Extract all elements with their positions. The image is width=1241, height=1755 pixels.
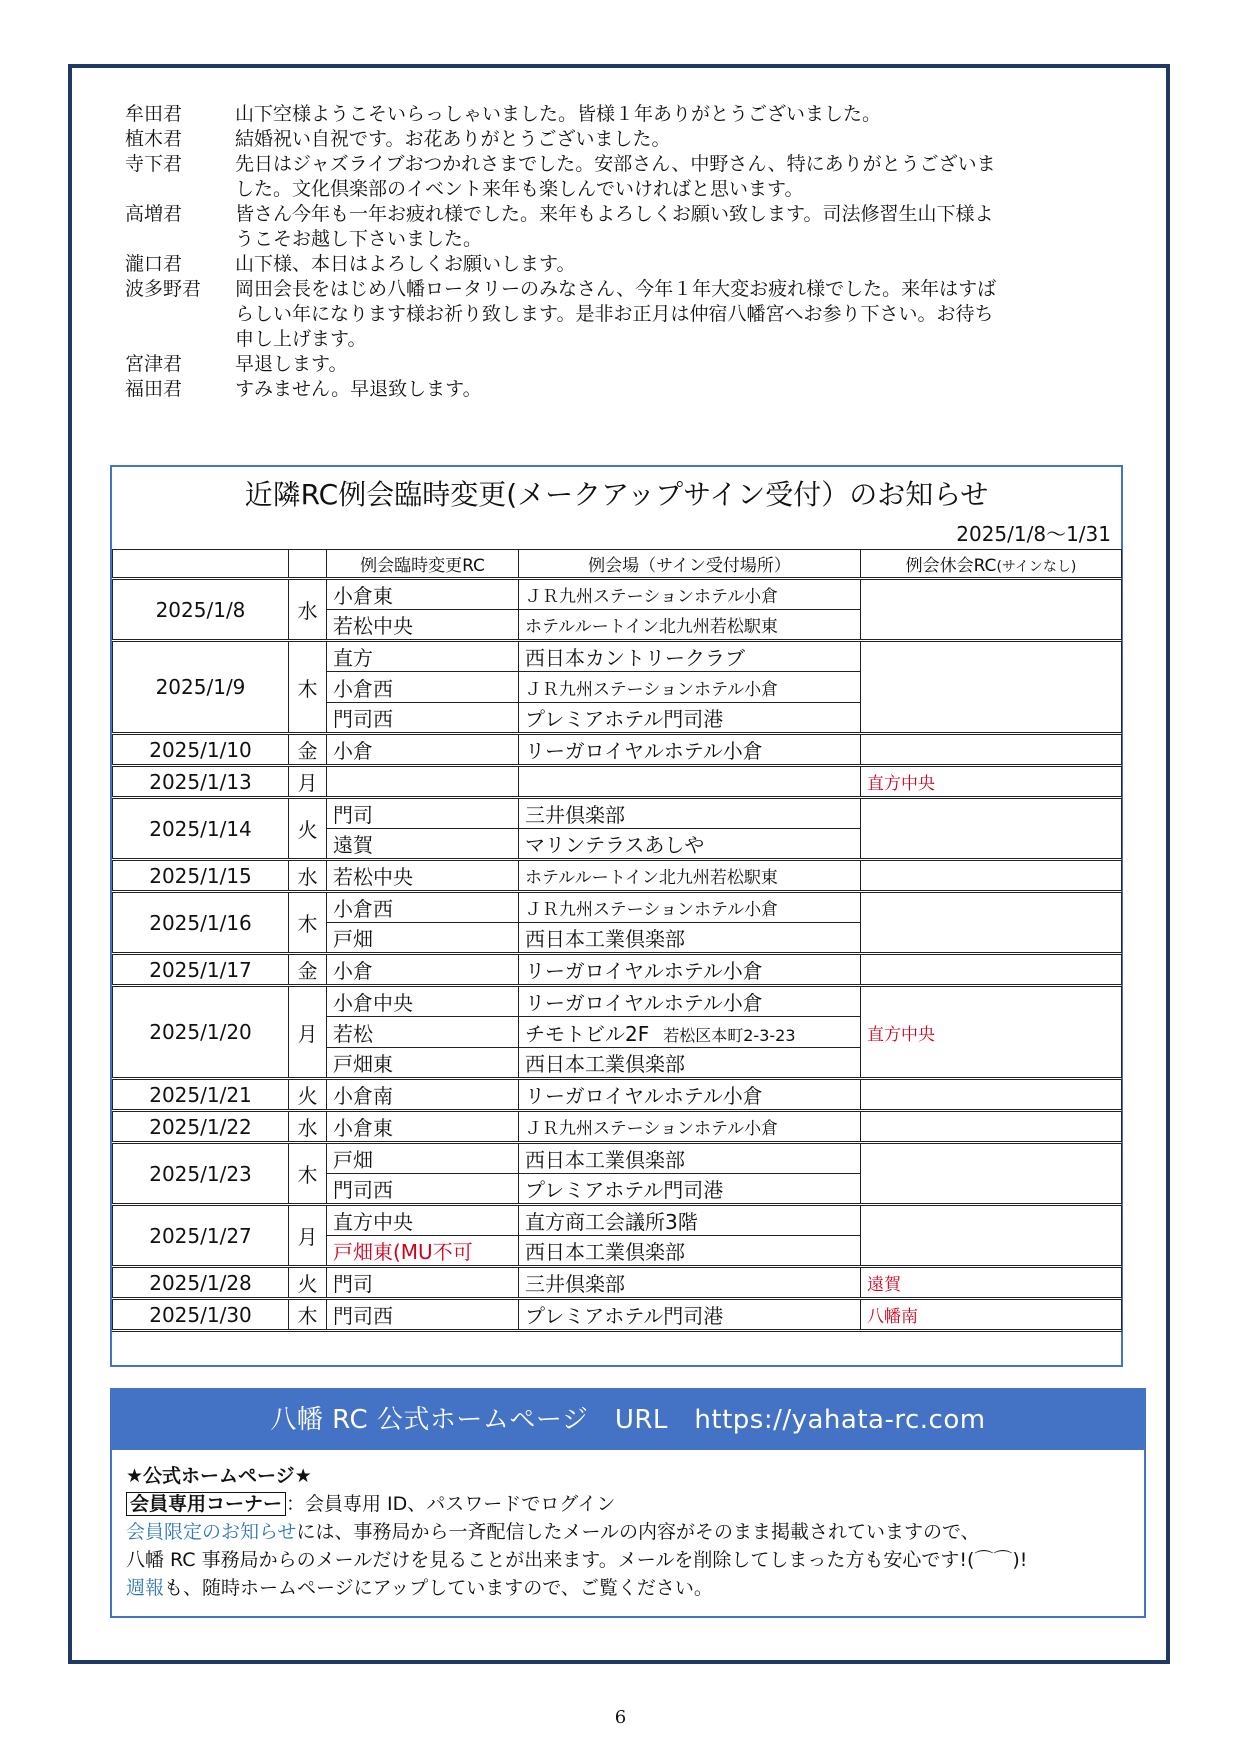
page-number: 6 [614, 1707, 627, 1728]
schedule-venue-name: ＪＲ九州ステーションホテル小倉 [525, 1119, 779, 1139]
weekly-line [126, 1574, 1130, 1602]
schedule-club: 戸畑東(MU不可 [327, 1236, 519, 1267]
notice-title: 近隣RC例会臨時変更(メークアップサイン受付）のお知らせ [244, 478, 989, 511]
schedule-venue-name: リーガロイヤルホテル小倉 [525, 959, 763, 983]
homepage-star-title: ★公式ホームページ★ [126, 1465, 312, 1487]
schedule-venue [519, 1174, 861, 1205]
schedule-club: 若松中央 [327, 860, 519, 892]
schedule-venue-name: プレミアホテル門司港 [525, 1304, 724, 1328]
schedule-venue-name: 三井倶楽部 [525, 803, 625, 827]
member-notice-desc-1: には、事務局から一斉配信したメールの内容がそのまま掲載されていますので、 [296, 1521, 980, 1543]
schedule-date: 2025/1/28 [113, 1267, 289, 1299]
notice-period: 2025/1/8～1/31 [956, 522, 1111, 546]
schedule-venue [519, 1236, 861, 1267]
schedule-venue [519, 579, 861, 610]
schedule-club: 門司 [327, 1267, 519, 1299]
schedule-date: 2025/1/23 [113, 1143, 289, 1205]
schedule-table [112, 549, 1122, 1332]
schedule-rest-club: 八幡南 [861, 1299, 1122, 1331]
comment-text: 山下様、本日はよろしくお願いします。 [235, 253, 576, 275]
comment-row [125, 152, 1125, 202]
schedule-venue-name: ホテルルートイン北九州若松駅東 [525, 868, 778, 888]
schedule-weekday: 火 [289, 798, 327, 860]
schedule-weekday: 月 [289, 1205, 327, 1267]
schedule-weekday: 火 [289, 1267, 327, 1299]
schedule-row [113, 1143, 1122, 1174]
schedule-venue-name: 三井倶楽部 [525, 1272, 625, 1296]
schedule-date: 2025/1/27 [113, 1205, 289, 1267]
schedule-venue [519, 1079, 861, 1111]
schedule-venue [519, 703, 861, 734]
schedule-weekday: 木 [289, 641, 327, 734]
schedule-venue-name: チモトビル2F [525, 1021, 650, 1046]
schedule-venue-name: ＪＲ九州ステーションホテル小倉 [525, 900, 779, 920]
schedule-club: 小倉南 [327, 1079, 519, 1111]
schedule-weekday: 火 [289, 1079, 327, 1111]
schedule-rest-club [861, 1111, 1122, 1143]
comment-member-name: 福田君 [125, 378, 183, 400]
schedule-club: 小倉西 [327, 672, 519, 703]
member-notice-link[interactable]: 会員限定のお知らせ [126, 1521, 297, 1543]
schedule-venue [519, 892, 861, 923]
schedule-club: 門司西 [327, 703, 519, 734]
comment-text: 先日はジャズライブおつかれさまでした。安部さん、中野さん、特にありがとうございま した。文化倶楽部のイベント来年も楽しんでいければと思います。 [235, 153, 996, 200]
schedule-venue [519, 1143, 861, 1174]
schedule-row [113, 1079, 1122, 1111]
schedule-weekday: 金 [289, 954, 327, 986]
schedule-rest-club [861, 579, 1122, 641]
schedule-club: 直方 [327, 641, 519, 672]
homepage-box [110, 1388, 1146, 1618]
notice-line [126, 1518, 1130, 1546]
schedule-date: 2025/1/16 [113, 892, 289, 954]
schedule-row [113, 579, 1122, 610]
schedule-rest-club [861, 1079, 1122, 1111]
schedule-date: 2025/1/17 [113, 954, 289, 986]
schedule-venue-name: プレミアホテル門司港 [525, 707, 724, 731]
header-day [289, 550, 327, 579]
schedule-venue [519, 1111, 861, 1143]
comment-text: 皆さん今年も一年お疲れ様でした。来年もよろしくお願い致します。司法修習生山下様よ うこそお越し下さいました。 [235, 203, 994, 250]
schedule-row [113, 1267, 1122, 1299]
schedule-venue [519, 829, 861, 860]
comment-text: すみません。早退致します。 [235, 378, 482, 400]
schedule-venue-name: 西日本工業倶楽部 [525, 1240, 685, 1264]
schedule-date: 2025/1/9 [113, 641, 289, 734]
schedule-header-row [113, 550, 1122, 579]
schedule-date: 2025/1/15 [113, 860, 289, 892]
schedule-row [113, 1111, 1122, 1143]
schedule-row [113, 892, 1122, 923]
schedule-date: 2025/1/13 [113, 766, 289, 798]
member-comments [125, 102, 1125, 402]
schedule-venue-name: マリンテラスあしや [525, 833, 705, 857]
comment-row [125, 377, 1125, 402]
schedule-weekday: 水 [289, 860, 327, 892]
schedule-date: 2025/1/20 [113, 986, 289, 1079]
comment-row [125, 102, 1125, 127]
schedule-date: 2025/1/8 [113, 579, 289, 641]
makeup-notice-box [110, 465, 1123, 1367]
comment-member-name: 宮津君 [125, 353, 183, 375]
schedule-row [113, 641, 1122, 672]
schedule-rest-club [861, 860, 1122, 892]
schedule-venue-address: 若松区本町2-3-23 [663, 1025, 796, 1045]
schedule-weekday: 月 [289, 986, 327, 1079]
schedule-club: 戸畑 [327, 1143, 519, 1174]
header-rest: 例会休会RC(サインなし) [861, 550, 1122, 579]
comment-member-name: 牟田君 [125, 103, 183, 125]
schedule-venue [519, 1267, 861, 1299]
comment-text: 岡田会長をはじめ八幡ロータリーのみなさん、今年１年大変お疲れ様でした。来年はすば らしい年になります様お祈り致します。是非お正月は仲宿八幡宮へお参り下さい。お待ち 申し上げます。 [235, 278, 997, 350]
schedule-date: 2025/1/30 [113, 1299, 289, 1331]
schedule-club: 小倉中央 [327, 986, 519, 1017]
schedule-venue-name: リーガロイヤルホテル小倉 [525, 739, 763, 763]
schedule-club: 若松中央 [327, 610, 519, 641]
comment-member-name: 高増君 [125, 203, 183, 225]
schedule-venue-name: プレミアホテル門司港 [525, 1178, 724, 1202]
schedule-venue [519, 734, 861, 766]
schedule-club: 戸畑 [327, 923, 519, 954]
schedule-venue-name: 直方商工会議所3階 [525, 1210, 698, 1234]
schedule-venue [519, 641, 861, 672]
comment-text: 早退します。 [235, 353, 348, 375]
comment-row [125, 352, 1125, 377]
schedule-weekday: 木 [289, 1299, 327, 1331]
comment-text: 結婚祝い自祝です。お花ありがとうございました。 [235, 128, 671, 150]
header-date [113, 550, 289, 579]
schedule-date: 2025/1/10 [113, 734, 289, 766]
homepage-url-banner[interactable]: 八幡 RC 公式ホームページ URL https://yahata-rc.com [112, 1390, 1144, 1450]
schedule-club: 小倉東 [327, 579, 519, 610]
schedule-venue-name: 西日本工業倶楽部 [525, 1052, 685, 1076]
schedule-club: 小倉西 [327, 892, 519, 923]
schedule-venue-name: 西日本カントリークラブ [525, 646, 745, 670]
schedule-row [113, 1299, 1122, 1331]
weekly-report-link[interactable]: 週報 [126, 1577, 165, 1599]
schedule-row [113, 734, 1122, 766]
schedule-date: 2025/1/21 [113, 1079, 289, 1111]
schedule-weekday: 水 [289, 579, 327, 641]
schedule-venue-name: ＪＲ九州ステーションホテル小倉 [525, 679, 779, 700]
schedule-venue [519, 672, 861, 703]
schedule-club: 遠賀 [327, 829, 519, 860]
schedule-weekday: 金 [289, 734, 327, 766]
schedule-row [113, 1205, 1122, 1236]
schedule-club [327, 766, 519, 798]
schedule-club: 小倉東 [327, 1111, 519, 1143]
comment-text: 山下空様ようこそいらっしゃいました。皆様１年ありがとうございました。 [235, 103, 882, 125]
schedule-rest-club: 遠賀 [861, 1267, 1122, 1299]
comment-row [125, 277, 1125, 352]
schedule-date: 2025/1/14 [113, 798, 289, 860]
homepage-body [112, 1450, 1144, 1602]
member-corner-label: 会員専用コーナー [126, 1492, 286, 1516]
schedule-rest-club [861, 1205, 1122, 1267]
schedule-rest-club [861, 1143, 1122, 1205]
comment-member-name: 瀧口君 [125, 253, 183, 275]
schedule-venue-name: ＪＲ九州ステーションホテル小倉 [525, 587, 779, 607]
schedule-club: 小倉 [327, 954, 519, 986]
comment-member-name: 寺下君 [125, 153, 183, 175]
member-notice-desc-2: 八幡 RC 事務局からのメールだけを見ることが出来ます。メールを削除してしまった方も安心です!(⌒⌒)! [126, 1549, 1028, 1571]
schedule-venue-name: リーガロイヤルホテル小倉 [525, 991, 763, 1015]
schedule-rest-club [861, 734, 1122, 766]
schedule-venue [519, 1048, 861, 1079]
schedule-club: 戸畑東 [327, 1048, 519, 1079]
schedule-club: 小倉 [327, 734, 519, 766]
schedule-rest-club: 直方中央 [861, 986, 1122, 1079]
member-corner-desc: ：会員専用 ID、パスワードでログイン [286, 1493, 616, 1515]
schedule-weekday: 木 [289, 1143, 327, 1205]
schedule-venue [519, 1205, 861, 1236]
member-corner-line [126, 1490, 1130, 1518]
schedule-venue [519, 610, 861, 641]
schedule-row [113, 986, 1122, 1017]
schedule-rest-club: 直方中央 [861, 766, 1122, 798]
schedule-weekday: 月 [289, 766, 327, 798]
schedule-venue [519, 923, 861, 954]
schedule-rest-club [861, 954, 1122, 986]
schedule-venue [519, 1299, 861, 1331]
schedule-weekday: 木 [289, 892, 327, 954]
schedule-venue [519, 954, 861, 986]
schedule-venue [519, 798, 861, 829]
comment-member-name: 植木君 [125, 128, 183, 150]
schedule-row [113, 798, 1122, 829]
schedule-rest-club [861, 798, 1122, 860]
schedule-venue-name: ホテルルートイン北九州若松駅東 [525, 617, 778, 637]
schedule-club: 門司西 [327, 1299, 519, 1331]
schedule-venue-name: 西日本工業倶楽部 [525, 1148, 685, 1172]
schedule-row [113, 860, 1122, 892]
comment-member-name: 波多野君 [125, 278, 202, 300]
header-club: 例会臨時変更RC [327, 550, 519, 579]
schedule-club: 直方中央 [327, 1205, 519, 1236]
schedule-venue-name: リーガロイヤルホテル小倉 [525, 1084, 763, 1108]
schedule-date: 2025/1/22 [113, 1111, 289, 1143]
schedule-rest-club [861, 641, 1122, 734]
schedule-club: 門司 [327, 798, 519, 829]
schedule-row [113, 954, 1122, 986]
schedule-venue [519, 986, 861, 1017]
comment-row [125, 127, 1125, 152]
comment-row [125, 252, 1125, 277]
schedule-venue [519, 766, 861, 798]
schedule-rest-club [861, 892, 1122, 954]
schedule-club: 門司西 [327, 1174, 519, 1205]
schedule-weekday: 水 [289, 1111, 327, 1143]
comment-row [125, 202, 1125, 252]
weekly-report-desc: も、随時ホームページにアップしていますので、ご覧ください。 [164, 1577, 713, 1599]
schedule-club: 若松 [327, 1017, 519, 1048]
schedule-venue-name: 西日本工業倶楽部 [525, 927, 685, 951]
schedule-venue [519, 1017, 861, 1048]
schedule-row [113, 766, 1122, 798]
schedule-venue [519, 860, 861, 892]
header-venue: 例会場（サイン受付場所） [519, 550, 861, 579]
schedule-body [113, 579, 1122, 1331]
